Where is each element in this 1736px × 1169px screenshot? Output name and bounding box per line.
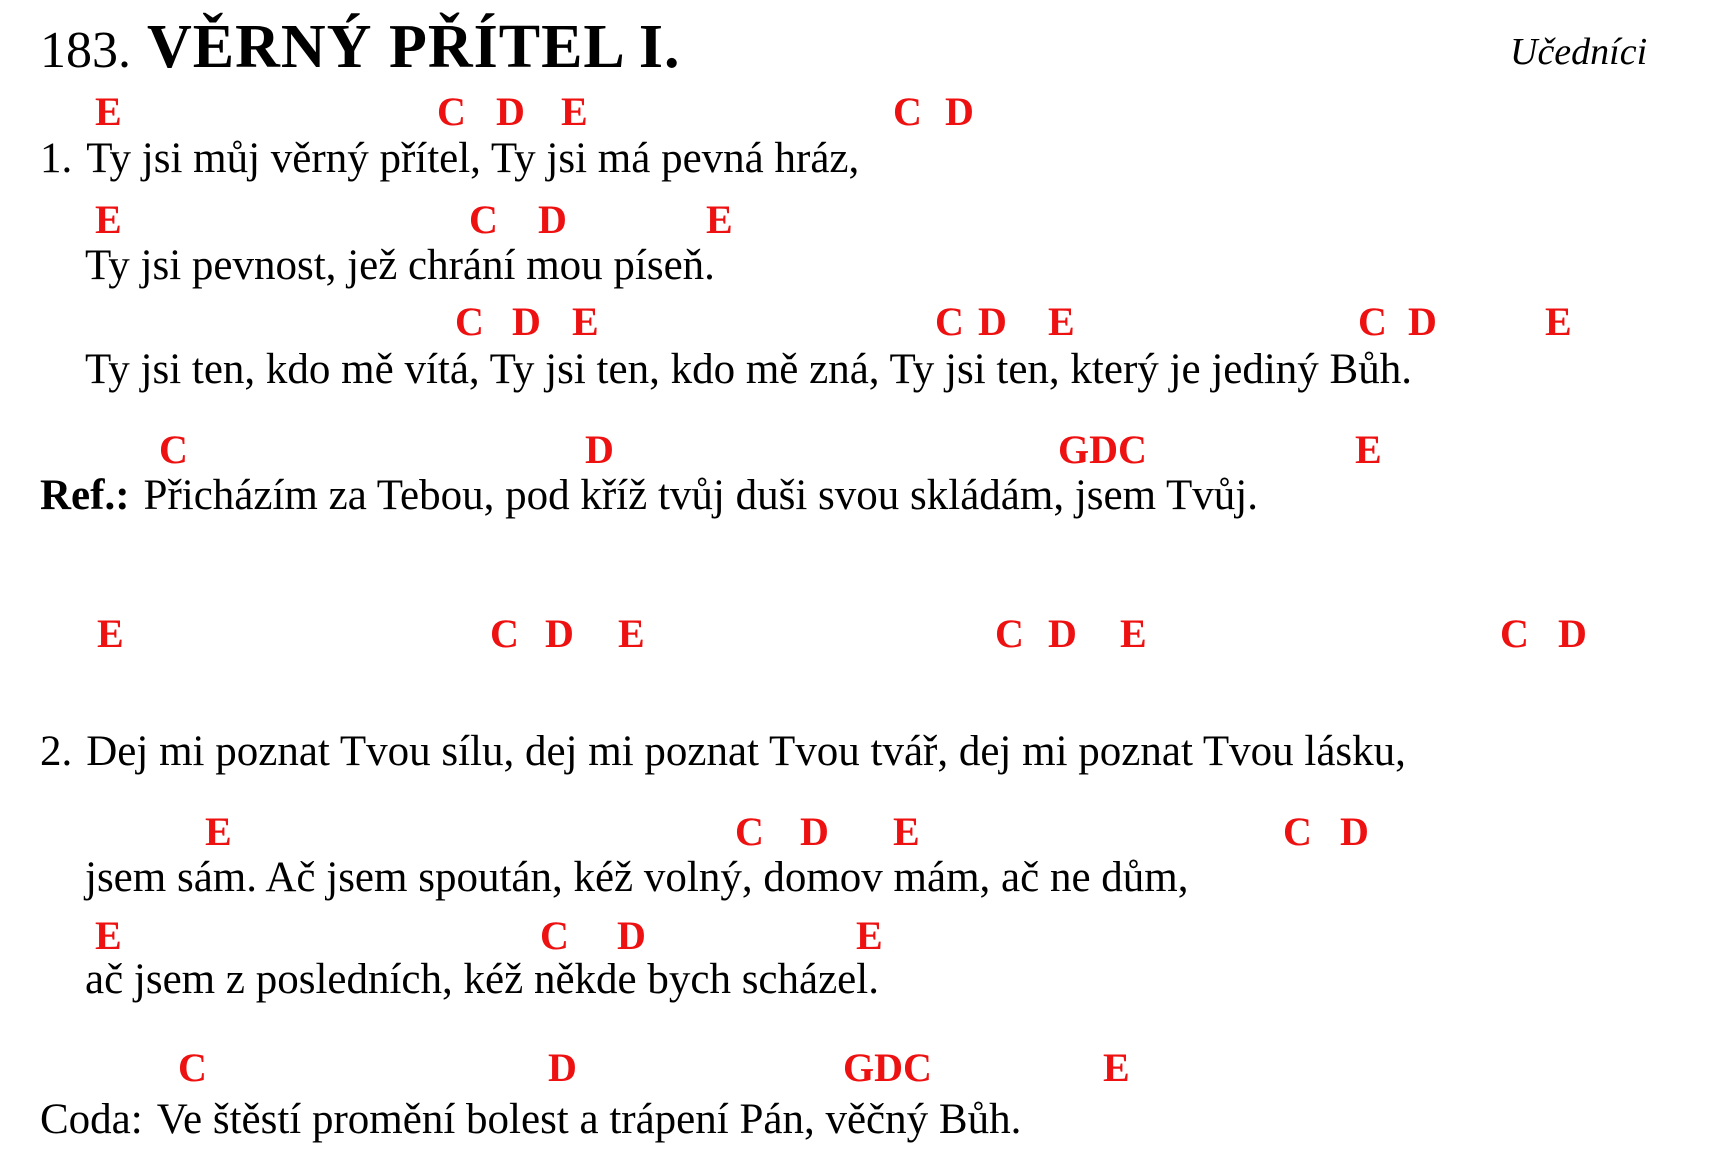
lyric-line <box>40 1094 1021 1146</box>
chord-line <box>0 1044 1736 1092</box>
chord-c: C <box>455 299 484 344</box>
chord-d: D <box>512 299 541 344</box>
chord-e: E <box>706 197 733 242</box>
chord-line <box>0 88 1736 136</box>
chord-d: D <box>800 809 829 854</box>
song-number: 183. <box>40 22 131 79</box>
chord-gdc: GDC <box>1058 427 1147 472</box>
chord-d: D <box>945 89 974 134</box>
chord-c: C <box>893 89 922 134</box>
chord-e: E <box>1120 611 1147 656</box>
lyric-line <box>40 470 1258 522</box>
chord-d: D <box>1408 299 1437 344</box>
lyric-line <box>85 852 1188 904</box>
line-prefix: 1. <box>40 135 73 182</box>
chord-e: E <box>95 913 122 958</box>
chord-c: C <box>735 809 764 854</box>
chord-line <box>0 610 1736 658</box>
chord-c: C <box>490 611 519 656</box>
lyric-text: jsem sám. Ač jsem spoután, kéž volný, domov mám, ač ne dům, <box>85 854 1189 901</box>
chord-line <box>0 298 1736 346</box>
chord-e: E <box>1355 427 1382 472</box>
chord-line <box>0 196 1736 244</box>
chord-d: D <box>585 427 614 472</box>
lyric-text: Přicházím za Tebou, pod kříž tvůj duši svou skládám, jsem Tvůj. <box>143 472 1258 519</box>
lyric-text: Dej mi poznat Tvou sílu, dej mi poznat Tvou tvář, dej mi poznat Tvou lásku, <box>86 728 1406 775</box>
chord-c: C <box>1500 611 1529 656</box>
lyric-text: Ty jsi ten, kdo mě vítá, Ty jsi ten, kdo mě zná, Ty jsi ten, který je jediný Bůh. <box>85 346 1412 393</box>
lyric-line <box>85 240 715 292</box>
chord-c: C <box>1283 809 1312 854</box>
chord-e: E <box>95 197 122 242</box>
chord-d: D <box>1340 809 1369 854</box>
chord-e: E <box>1103 1045 1130 1090</box>
lyric-text: ač jsem z posledních, kéž někde bych scházel. <box>85 956 879 1003</box>
chord-e: E <box>618 611 645 656</box>
chord-line <box>0 912 1736 960</box>
chord-e: E <box>572 299 599 344</box>
lyric-line <box>40 726 1406 778</box>
song-header <box>40 12 681 83</box>
chord-d: D <box>538 197 567 242</box>
line-prefix: Ref.: <box>40 472 130 519</box>
chord-c: C <box>1358 299 1387 344</box>
chord-c: C <box>540 913 569 958</box>
lyric-line <box>85 344 1412 396</box>
song-category: Učedníci <box>1510 31 1648 73</box>
chord-line <box>0 808 1736 856</box>
chord-e: E <box>97 611 124 656</box>
chord-gdc: GDC <box>843 1045 932 1090</box>
chord-d: D <box>978 299 1007 344</box>
lyric-text: Ty jsi pevnost, jež chrání mou píseň. <box>85 242 715 289</box>
chord-e: E <box>856 913 883 958</box>
chord-d: D <box>496 89 525 134</box>
chord-e: E <box>205 809 232 854</box>
lyric-text: Ty jsi můj věrný přítel, Ty jsi má pevná hráz, <box>86 135 860 182</box>
chord-d: D <box>1558 611 1587 656</box>
chord-d: D <box>545 611 574 656</box>
lyric-line <box>40 133 859 185</box>
chord-e: E <box>1048 299 1075 344</box>
chord-c: C <box>995 611 1024 656</box>
chord-c: C <box>469 197 498 242</box>
chord-d: D <box>548 1045 577 1090</box>
chord-c: C <box>159 427 188 472</box>
chord-d: D <box>617 913 646 958</box>
chord-c: C <box>178 1045 207 1090</box>
line-prefix: 2. <box>40 728 73 775</box>
page-title: VĚRNÝ PŘÍTEL I. <box>147 13 681 81</box>
lyric-text: Ve štěstí promění bolest a trápení Pán, věčný Bůh. <box>156 1096 1022 1143</box>
chord-e: E <box>95 89 122 134</box>
chord-e: E <box>561 89 588 134</box>
chord-e: E <box>1545 299 1572 344</box>
lyric-line <box>85 954 879 1006</box>
chord-c: C <box>935 299 964 344</box>
chord-d: D <box>1048 611 1077 656</box>
chord-line <box>0 426 1736 474</box>
line-prefix: Coda: <box>40 1096 143 1143</box>
chord-c: C <box>437 89 466 134</box>
chord-e: E <box>893 809 920 854</box>
